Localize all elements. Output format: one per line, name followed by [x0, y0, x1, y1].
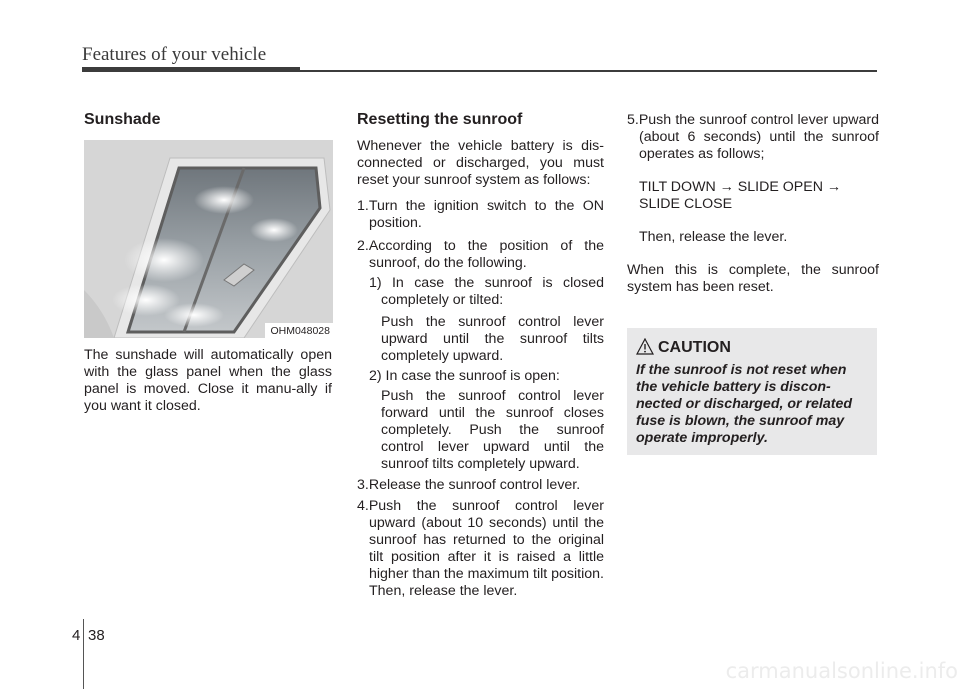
watermark: carmanualsonline.info — [725, 659, 958, 683]
resetting-intro: Whenever the vehicle battery is dis-connected or discharged, you must reset your sunroof system as follows: — [357, 138, 604, 188]
column-continued — [627, 112, 879, 296]
sub-case-1-head: 1) In case the sunroof is closed completely or tilted: — [369, 275, 604, 308]
sub-case-2 — [357, 368, 604, 473]
sub-case-2-body: Push the sunroof control lever forward until the sunroof closes completely. Push the sunroof control lever upward until the sunroof tilts completely upward. — [381, 388, 604, 472]
column-sunshade — [84, 110, 332, 415]
page-header-title: Features of your vehicle — [82, 44, 267, 65]
chapter-number: 4 — [72, 627, 81, 644]
sequence-text: TILT DOWN → SLIDE OPEN → SLIDE CLOSE — [639, 179, 842, 212]
step-2: 2.According to the position of the sunroof, do the following. — [357, 238, 604, 271]
caution-title: CAUTION — [658, 339, 731, 356]
step-3: 3.Release the sunroof control lever. — [357, 477, 581, 493]
step-5: 5.Push the sunroof control lever upward (about 6 seconds) until the sunroof operates as follows; — [627, 112, 879, 162]
sub-case-1 — [357, 275, 604, 365]
sunshade-text: The sunshade will automatically open with the glass panel when the glass panel is moved. Close it manu-ally if you want it closed. — [84, 347, 332, 414]
sunroof-illustration — [84, 140, 333, 338]
warning-triangle-icon — [636, 338, 654, 355]
header-rule-thick — [82, 67, 300, 72]
column-resetting — [357, 110, 604, 600]
release-text: Then, release the lever. — [639, 229, 788, 245]
sub-case-2-head: 2) In case the sunroof is open: — [369, 368, 560, 384]
caution-box — [627, 328, 877, 455]
sub-case-1-body: Push the sunroof control lever upward until the sunroof tilts completely upward. — [381, 314, 604, 364]
page-number: 38 — [88, 627, 105, 644]
sunshade-figure — [84, 140, 333, 338]
header-rule-thin — [300, 70, 877, 72]
footer-divider — [83, 619, 84, 689]
figure-code-label: OHM048028 — [265, 323, 333, 338]
reset-complete-text: When this is complete, the sunroof system has been reset. — [627, 262, 879, 295]
step-4: 4.Push the sunroof control lever upward (about 10 seconds) until the sunroof has returned to the original tilt position after it is raised a little higher than the maximum tilt position. Then, release the lever. — [357, 498, 604, 599]
caution-text: If the sunroof is not reset when the vehicle battery is discon-nected or discharged, or related fuse is blown, the sunroof may operate improperly. — [636, 362, 853, 446]
sunshade-heading: Sunshade — [84, 111, 161, 128]
step-1: 1.Turn the ignition switch to the ON position. — [357, 198, 604, 231]
resetting-heading: Resetting the sunroof — [357, 111, 523, 128]
